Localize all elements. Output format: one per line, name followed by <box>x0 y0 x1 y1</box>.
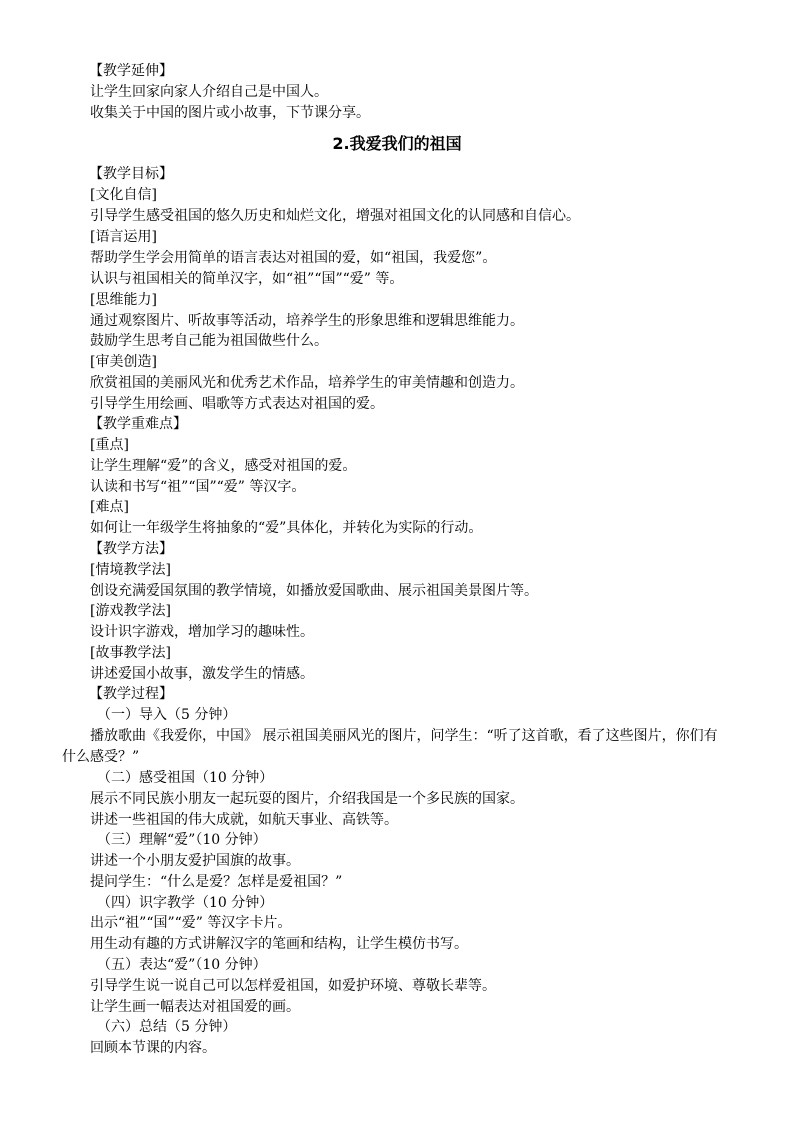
section-heading-key-points: 【教学重难点】 <box>89 416 187 432</box>
subheading: [游戏教学法] <box>90 603 171 619</box>
paragraph: 引导学生说一说自己可以怎样爱祖国，如爱护环境、尊敬长辈等。 <box>90 978 496 994</box>
section-heading-process: 【教学过程】 <box>89 686 173 702</box>
paragraph: 讲述一个小朋友爱护国旗的故事。 <box>90 853 300 869</box>
subheading: [文化自信] <box>90 187 157 203</box>
subheading: [审美创造] <box>90 354 157 370</box>
step-title: （二）感受祖国（10 分钟） <box>97 770 274 786</box>
paragraph: 设计识字游戏，增加学习的趣味性。 <box>90 624 314 640</box>
subheading: [故事教学法] <box>90 645 171 661</box>
step-title: （一）导入（5 分钟） <box>97 707 237 723</box>
step-title: （四）识字教学（10 分钟） <box>97 895 274 911</box>
step-title: （六）总结（5 分钟） <box>97 1019 237 1035</box>
paragraph: 用生动有趣的方式讲解汉字的笔画和结构，让学生模仿书写。 <box>90 936 468 952</box>
paragraph: 让学生画一幅表达对祖国爱的画。 <box>90 999 300 1015</box>
step-title: （三）理解“爱”（10 分钟） <box>97 832 267 848</box>
subheading: [思维能力] <box>90 292 157 308</box>
section-heading-extension: 【教学延伸】 <box>89 63 173 79</box>
lesson-title: 2.我爱我们的祖国 <box>332 134 462 153</box>
paragraph: 讲述爱国小故事，激发学生的情感。 <box>90 666 314 682</box>
paragraph: 让学生理解“爱”的含义，感受对祖国的爱。 <box>90 458 357 474</box>
subheading: [难点] <box>90 499 129 515</box>
subheading: [重点] <box>90 437 129 453</box>
paragraph: 鼓励学生思考自己能为祖国做些什么。 <box>90 333 328 349</box>
paragraph: 让学生回家向家人介绍自己是中国人。 <box>90 84 328 100</box>
paragraph: 引导学生感受祖国的悠久历史和灿烂文化，增强对祖国文化的认同感和自信心。 <box>90 208 580 224</box>
paragraph: 如何让一年级学生将抽象的“爱”具体化，并转化为实际的行动。 <box>90 520 483 536</box>
subheading: [语言运用] <box>90 229 157 245</box>
paragraph: 创设充满爱国氛围的教学情境，如播放爱国歌曲、展示祖国美景图片等。 <box>90 583 538 599</box>
section-heading-objectives: 【教学目标】 <box>89 166 173 182</box>
section-heading-methods: 【教学方法】 <box>89 541 173 557</box>
paragraph: 提问学生：“什么是爱？怎样是爱祖国？” <box>90 874 343 890</box>
paragraph: 展示不同民族小朋友一起玩耍的图片，介绍我国是一个多民族的国家。 <box>90 791 524 807</box>
paragraph: 引导学生用绘画、唱歌等方式表达对祖国的爱。 <box>90 396 384 412</box>
paragraph: 收集关于中国的图片或小故事，下节课分享。 <box>90 105 370 121</box>
paragraph: 播放歌曲《我爱你，中国》 展示祖国美丽风光的图片，问学生：“听了这首歌，看了这些图片，你们有什么感受？” <box>62 728 718 765</box>
subheading: [情境教学法] <box>90 562 171 578</box>
paragraph: 认识与祖国相关的简单汉字，如“祖”“国”“爱” 等。 <box>90 271 404 287</box>
paragraph: 通过观察图片、听故事等活动，培养学生的形象思维和逻辑思维能力。 <box>90 313 524 329</box>
step-title: （五）表达“爱”（10 分钟） <box>97 957 267 973</box>
paragraph: 帮助学生学会用简单的语言表达对祖国的爱，如“祖国，我爱您”。 <box>90 250 497 266</box>
paragraph: 认读和书写“祖”“国”“爱” 等汉字。 <box>90 479 306 495</box>
paragraph: 欣赏祖国的美丽风光和优秀艺术作品，培养学生的审美情趣和创造力。 <box>90 375 524 391</box>
paragraph: 回顾本节课的内容。 <box>90 1040 216 1056</box>
paragraph: 讲述一些祖国的伟大成就，如航天事业、高铁等。 <box>90 812 398 828</box>
paragraph: 出示“祖”“国”“爱” 等汉字卡片。 <box>90 915 292 931</box>
